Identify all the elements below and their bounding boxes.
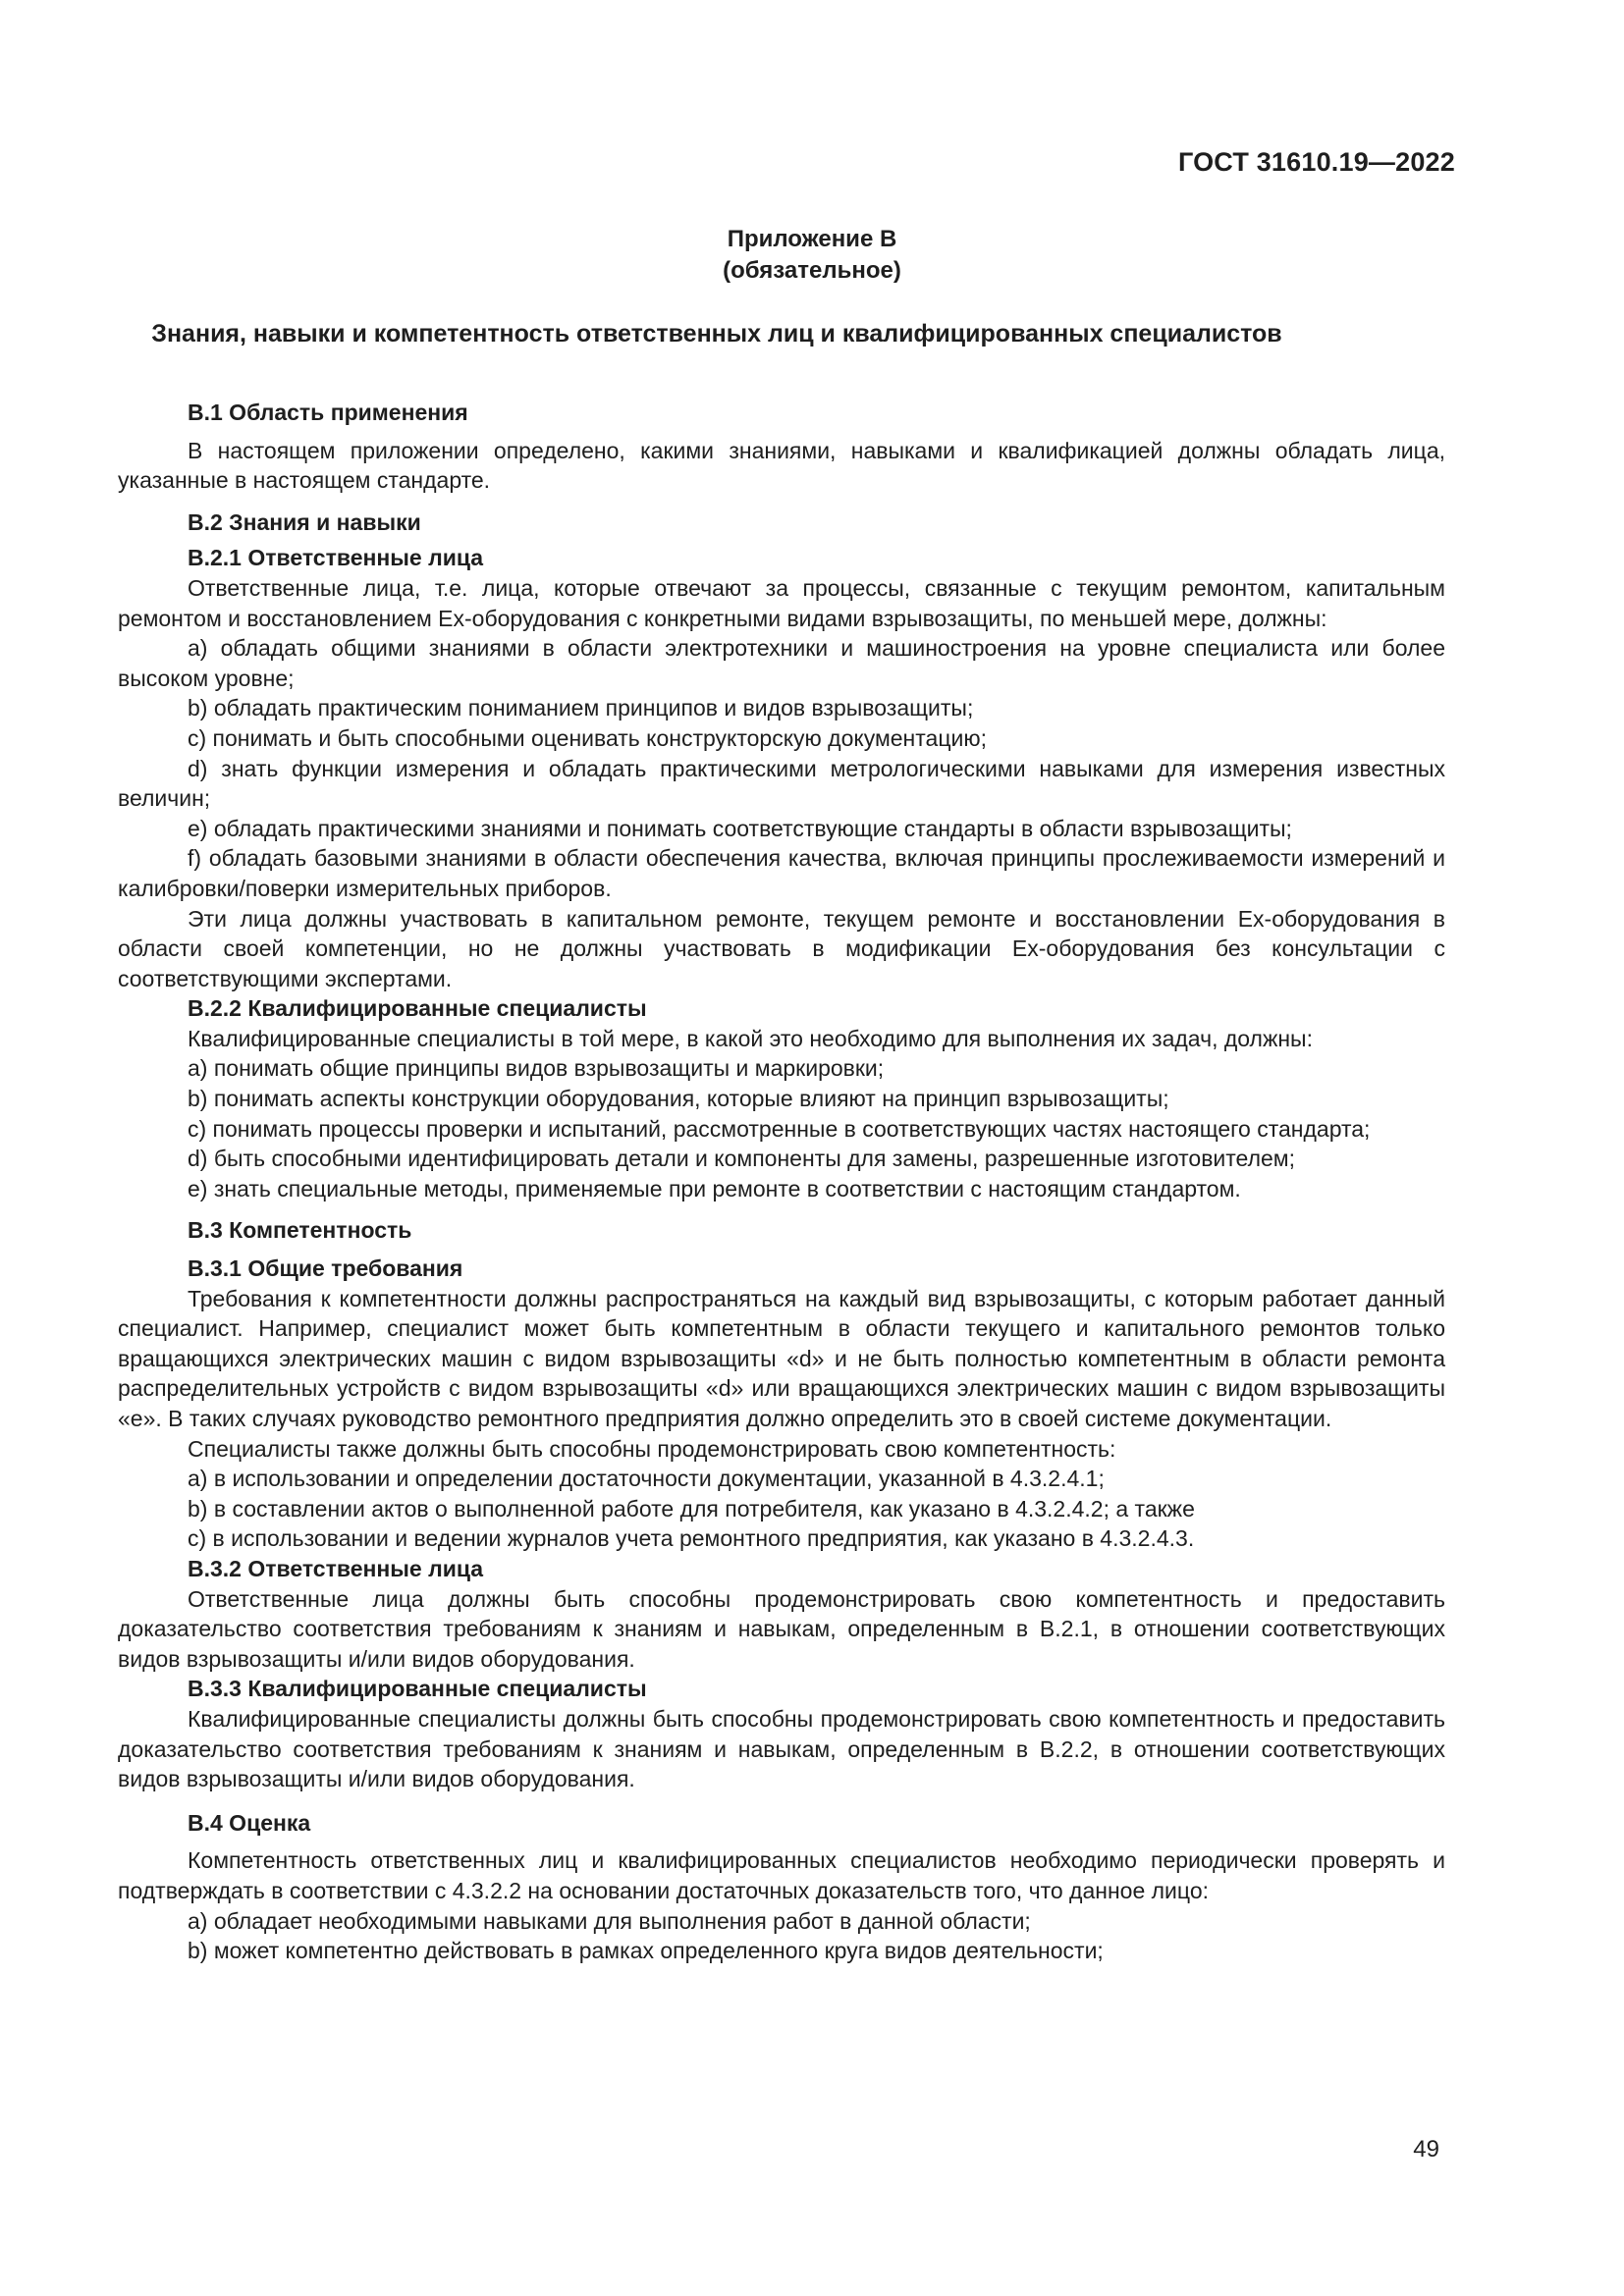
list-item: a) обладать общими знаниями в области электротехники и машиностроения на уровне специалиста или более высоком уровне; bbox=[118, 635, 1445, 691]
list-item: b) понимать аспекты конструкции оборудования, которые влияют на принцип взрывозащиты; bbox=[188, 1086, 1169, 1112]
list-item: f) обладать базовыми знаниями в области обеспечения качества, включая принципы прослеживаемости измерений и калибровки/поверки измерительных приборов. bbox=[118, 845, 1445, 901]
list-item: c) понимать процессы проверки и испытаний, рассмотренные в соответствующих частях настоящего стандарта; bbox=[188, 1115, 1371, 1142]
appendix-title: Приложение В bbox=[727, 226, 897, 252]
list-item: e) знать специальные методы, применяемые при ремонте в соответствии с настоящим стандартом. bbox=[188, 1175, 1241, 1201]
list-item: c) понимать и быть способными оценивать конструкторскую документацию; bbox=[188, 724, 987, 751]
subsection-heading: В.2.1 Ответственные лица bbox=[188, 545, 484, 571]
paragraph: Компетентность ответственных лиц и квалифицированных специалистов необходимо периодически проверять и подтверждать в соответствии с 4.3.2.2 на основании достаточных доказательств того, что данное лицо: bbox=[118, 1847, 1445, 1903]
subsection-heading: В.3.2 Ответственные лица bbox=[188, 1555, 484, 1581]
list-item: e) обладать практическими знаниями и понимать соответствующие стандарты в области взрывозащиты; bbox=[188, 815, 1292, 841]
appendix-status: (обязательное) bbox=[723, 257, 901, 284]
section-heading: В.4 Оценка bbox=[188, 1809, 311, 1836]
paragraph: Требования к компетентности должны распространяться на каждый вид взрывозащиты, с которым работает данный специалист. Например, специалист может быть компетентным в области текущего и капитального ремонтов только вращающихся электрических машин с видом взрывозащиты «d» и не быть полностью компетентным в области ремонта распределительных устройств с видом взрывозащиты «d» или вращающихся электрических машин с видом взрывозащиты «e». В таких случаях руководство ремонтного предприятия должно определить это в своей системе документации. bbox=[118, 1285, 1445, 1431]
paragraph: Квалифицированные специалисты должны быть способны продемонстрировать свою компетентность и предоставить доказательство соответствия требованиям к знаниям и навыкам, определенным в В.2.2, в отношении соответствующих видов взрывозащиты и/или видов оборудования. bbox=[118, 1705, 1445, 1792]
list-item: d) знать функции измерения и обладать практическими метрологическими навыками для измерения известных величин; bbox=[118, 755, 1445, 812]
section-heading: В.2 Знания и навыки bbox=[188, 508, 421, 535]
list-item: a) в использовании и определении достаточности документации, указанной в 4.3.2.4.1; bbox=[188, 1466, 1105, 1492]
list-item: d) быть способными идентифицировать детали и компоненты для замены, разрешенные изготовителем; bbox=[188, 1146, 1295, 1172]
list-item: a) понимать общие принципы видов взрывозащиты и маркировки; bbox=[188, 1055, 885, 1082]
paragraph: Эти лица должны участвовать в капитальном ремонте, текущем ремонте и восстановлении Ex-оборудования в области своей компетенции, но не должны участвовать в модификации Ex-оборудования без консультации с соответствующими экспертами. bbox=[118, 905, 1445, 991]
paragraph: Ответственные лица должны быть способны продемонстрировать свою компетентность и предоставить доказательство соответствия требованиям к знаниям и навыкам, определенным в В.2.1, в отношении соответствующих видов взрывозащиты и/или видов оборудования. bbox=[118, 1585, 1445, 1672]
subsection-heading: В.3.1 Общие требования bbox=[188, 1255, 463, 1282]
document-body bbox=[118, 398, 1445, 1966]
list-item: b) может компетентно действовать в рамках определенного круга видов деятельности; bbox=[188, 1938, 1104, 1964]
document-code: ГОСТ 31610.19—2022 bbox=[1177, 147, 1455, 177]
page-title: Знания, навыки и компетентность ответственных лиц и квалифицированных специалистов bbox=[151, 320, 1282, 347]
subsection-heading: В.3.3 Квалифицированные специалисты bbox=[188, 1676, 647, 1702]
list-item: b) в составлении актов о выполненной работе для потребителя, как указано в 4.3.2.4.2; а также bbox=[188, 1495, 1195, 1522]
list-item: a) обладает необходимыми навыками для выполнения работ в данной области; bbox=[188, 1907, 1031, 1934]
paragraph: Специалисты также должны быть способны продемонстрировать свою компетентность: bbox=[188, 1435, 1116, 1462]
section-heading: В.3 Компетентность bbox=[188, 1217, 412, 1244]
paragraph: Квалифицированные специалисты в той мере, в какой это необходимо для выполнения их задач, должны: bbox=[188, 1025, 1313, 1051]
page-number: 49 bbox=[1413, 2136, 1439, 2163]
paragraph: В настоящем приложении определено, какими знаниями, навыками и квалификацией должны обладать лица, указанные в настоящем стандарте. bbox=[118, 437, 1445, 494]
section-heading: В.1 Область применения bbox=[188, 400, 468, 425]
subsection-heading: В.2.2 Квалифицированные специалисты bbox=[188, 995, 647, 1022]
list-item: b) обладать практическим пониманием принципов и видов взрывозащиты; bbox=[188, 695, 974, 721]
appendix-heading bbox=[0, 224, 1624, 287]
paragraph: Ответственные лица, т.е. лица, которые отвечают за процессы, связанные с текущим ремонтом, капитальным ремонтом и восстановлением Ex-оборудования с конкретными видами взрывозащиты, по меньшей мере, должны: bbox=[118, 574, 1445, 631]
list-item: c) в использовании и ведении журналов учета ремонтного предприятия, как указано в 4.3.2.4.3. bbox=[188, 1525, 1195, 1552]
